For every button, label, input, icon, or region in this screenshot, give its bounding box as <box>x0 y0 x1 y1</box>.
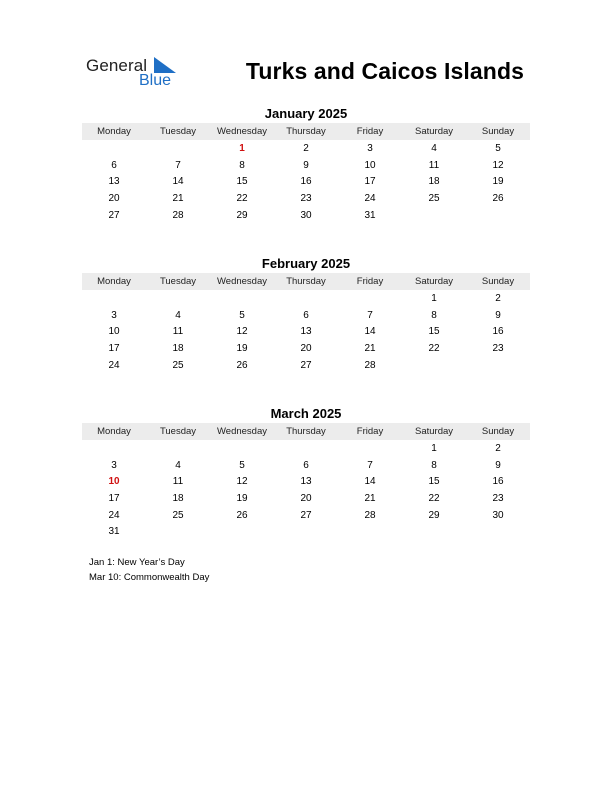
day-cell: 17 <box>108 493 120 505</box>
day-cell <box>210 441 274 458</box>
day-cell: 14 <box>172 176 184 188</box>
day-cell: 22 <box>428 493 440 505</box>
day-cell: 13 <box>300 476 312 488</box>
month-calendar-january <box>82 106 530 224</box>
day-cell: 27 <box>108 209 120 221</box>
weekday-name: Monday <box>97 276 131 287</box>
day-cell: 4 <box>175 459 181 471</box>
day-cell: 8 <box>239 159 245 171</box>
day-cell: 16 <box>300 176 312 188</box>
week-row <box>82 524 530 541</box>
day-cell: 6 <box>303 459 309 471</box>
day-cell: 22 <box>428 343 440 355</box>
day-cell: 18 <box>172 493 184 505</box>
day-cell: 7 <box>367 309 373 321</box>
logo-word-blue: Blue <box>139 72 172 89</box>
day-cell: 1 <box>431 293 437 304</box>
day-cell: 24 <box>108 509 120 521</box>
weekday-name: Wednesday <box>217 126 267 137</box>
week-row <box>82 308 530 325</box>
day-cell: 16 <box>492 476 504 488</box>
day-cell: 16 <box>492 326 504 338</box>
week-row <box>82 141 530 158</box>
day-cell: 27 <box>300 359 312 371</box>
day-cell: 25 <box>428 193 440 205</box>
day-cell: 9 <box>495 309 501 321</box>
weekday-name: Monday <box>97 126 131 137</box>
holiday-day-cell: 10 <box>108 476 120 488</box>
day-cell <box>146 141 210 158</box>
weekday-name: Friday <box>356 276 384 287</box>
day-cell: 8 <box>431 459 437 471</box>
day-cell: 3 <box>111 309 117 321</box>
day-cell: 7 <box>175 159 181 171</box>
weekday-name: Thursday <box>286 276 326 287</box>
holiday-note: Jan 1: New Year’s Day <box>89 557 185 568</box>
weekday-name: Wednesday <box>217 426 267 437</box>
day-cell: 10 <box>364 159 376 171</box>
weekday-name: Friday <box>356 126 384 137</box>
day-cell: 13 <box>300 326 312 338</box>
day-cell: 20 <box>300 493 312 505</box>
day-cell <box>402 524 466 541</box>
day-cell: 30 <box>300 209 312 221</box>
day-cell: 12 <box>236 476 248 488</box>
day-cell: 14 <box>364 476 376 488</box>
holiday-day-cell: 1 <box>239 143 245 154</box>
weekday-header <box>82 423 530 440</box>
weekday-name: Friday <box>356 426 384 437</box>
day-cell <box>466 524 530 541</box>
week-row <box>82 174 530 191</box>
weekday-name: Saturday <box>414 426 454 437</box>
day-cell: 28 <box>364 509 376 521</box>
week-row <box>82 358 530 375</box>
day-cell: 2 <box>495 443 501 454</box>
weekday-name: Sunday <box>481 426 515 437</box>
day-cell: 23 <box>492 493 504 505</box>
day-cell: 14 <box>364 326 376 338</box>
day-cell: 18 <box>428 176 440 188</box>
day-cell: 4 <box>175 309 181 321</box>
weekday-header <box>82 123 530 140</box>
day-cell: 29 <box>236 209 248 221</box>
weekday-name: Sunday <box>481 126 515 137</box>
day-cell: 21 <box>364 343 376 355</box>
day-cell: 19 <box>492 176 504 188</box>
day-cell: 27 <box>300 509 312 521</box>
day-cell <box>146 291 210 308</box>
day-cell: 2 <box>495 293 501 304</box>
day-cell: 2 <box>303 143 309 154</box>
day-cell: 19 <box>236 343 248 355</box>
day-cell: 8 <box>431 309 437 321</box>
day-cell: 29 <box>428 509 440 521</box>
day-cell <box>338 524 402 541</box>
weekday-name: Thursday <box>286 126 326 137</box>
day-cell <box>466 358 530 375</box>
day-cell: 30 <box>492 509 504 521</box>
day-cell: 11 <box>172 476 184 488</box>
day-cell <box>402 358 466 375</box>
week-row <box>82 491 530 508</box>
week-row <box>82 441 530 458</box>
day-cell: 5 <box>495 143 501 154</box>
day-cell: 9 <box>303 159 309 171</box>
weekday-name: Tuesday <box>159 426 197 437</box>
day-cell: 21 <box>172 193 184 205</box>
weekday-name: Saturday <box>414 276 454 287</box>
weekday-name: Monday <box>97 426 131 437</box>
day-cell: 25 <box>172 509 184 521</box>
day-cell: 19 <box>236 493 248 505</box>
day-cell <box>274 524 338 541</box>
week-row <box>82 341 530 358</box>
day-cell <box>466 208 530 225</box>
day-cell: 21 <box>364 493 376 505</box>
day-cell: 5 <box>239 309 245 321</box>
day-cell: 24 <box>364 193 376 205</box>
day-cell: 17 <box>108 343 120 355</box>
day-cell: 6 <box>303 309 309 321</box>
day-cell: 4 <box>431 143 437 154</box>
month-calendar-february <box>82 256 530 374</box>
weekday-name: Tuesday <box>159 126 197 137</box>
day-cell: 15 <box>428 476 440 488</box>
day-cell: 24 <box>108 359 120 371</box>
day-cell <box>210 291 274 308</box>
day-cell <box>146 524 210 541</box>
week-row <box>82 508 530 525</box>
month-title: January 2025 <box>264 106 348 121</box>
day-cell: 9 <box>495 459 501 471</box>
day-cell: 11 <box>172 326 184 338</box>
week-row <box>82 458 530 475</box>
day-cell: 28 <box>364 359 376 371</box>
day-cell: 20 <box>108 193 120 205</box>
day-cell: 25 <box>172 359 184 371</box>
day-cell <box>210 524 274 541</box>
day-cell: 26 <box>236 509 248 521</box>
day-cell: 23 <box>492 343 504 355</box>
month-calendar-march <box>82 406 530 541</box>
week-row <box>82 191 530 208</box>
weekday-name: Sunday <box>481 276 515 287</box>
week-row <box>82 474 530 491</box>
day-cell <box>274 291 338 308</box>
day-cell <box>402 208 466 225</box>
day-cell: 3 <box>111 459 117 471</box>
holiday-note: Mar 10: Commonwealth Day <box>89 571 210 583</box>
day-cell <box>146 441 210 458</box>
generalblue-logo <box>86 56 186 92</box>
day-cell: 31 <box>108 526 120 538</box>
day-cell: 5 <box>239 459 245 471</box>
day-cell <box>274 441 338 458</box>
weekday-name: Tuesday <box>159 276 197 287</box>
week-row <box>82 324 530 341</box>
day-cell: 26 <box>236 359 248 371</box>
weekday-name: Thursday <box>286 426 326 437</box>
holiday-notes <box>89 556 209 585</box>
day-cell <box>338 291 402 308</box>
week-row <box>82 158 530 175</box>
day-cell: 6 <box>111 159 117 171</box>
day-cell <box>82 441 146 458</box>
day-cell <box>82 291 146 308</box>
day-cell: 17 <box>364 176 376 188</box>
weekday-header <box>82 273 530 290</box>
month-title: March 2025 <box>270 406 342 421</box>
day-cell: 20 <box>300 343 312 355</box>
day-cell: 12 <box>492 159 504 171</box>
weekday-name: Saturday <box>414 126 454 137</box>
country-title: Turks and Caicos Islands <box>245 58 524 84</box>
week-row <box>82 208 530 225</box>
day-cell: 15 <box>428 326 440 338</box>
day-cell: 1 <box>431 443 437 454</box>
day-cell: 10 <box>108 326 120 338</box>
month-title: February 2025 <box>261 256 351 271</box>
day-cell: 13 <box>108 176 120 188</box>
day-cell: 31 <box>364 209 376 221</box>
day-cell: 12 <box>236 326 248 338</box>
logo-triangle-icon <box>154 57 176 73</box>
logo-word-general: General <box>86 56 148 75</box>
day-cell: 7 <box>367 459 373 471</box>
day-cell: 18 <box>172 343 184 355</box>
week-row <box>82 291 530 308</box>
day-cell: 23 <box>300 193 312 205</box>
day-cell: 3 <box>367 143 373 154</box>
day-cell: 11 <box>428 159 440 171</box>
day-cell: 26 <box>492 193 504 205</box>
day-cell: 28 <box>172 209 184 221</box>
day-cell: 15 <box>236 176 248 188</box>
day-cell <box>82 141 146 158</box>
day-cell: 22 <box>236 193 248 205</box>
weekday-name: Wednesday <box>217 276 267 287</box>
day-cell <box>338 441 402 458</box>
